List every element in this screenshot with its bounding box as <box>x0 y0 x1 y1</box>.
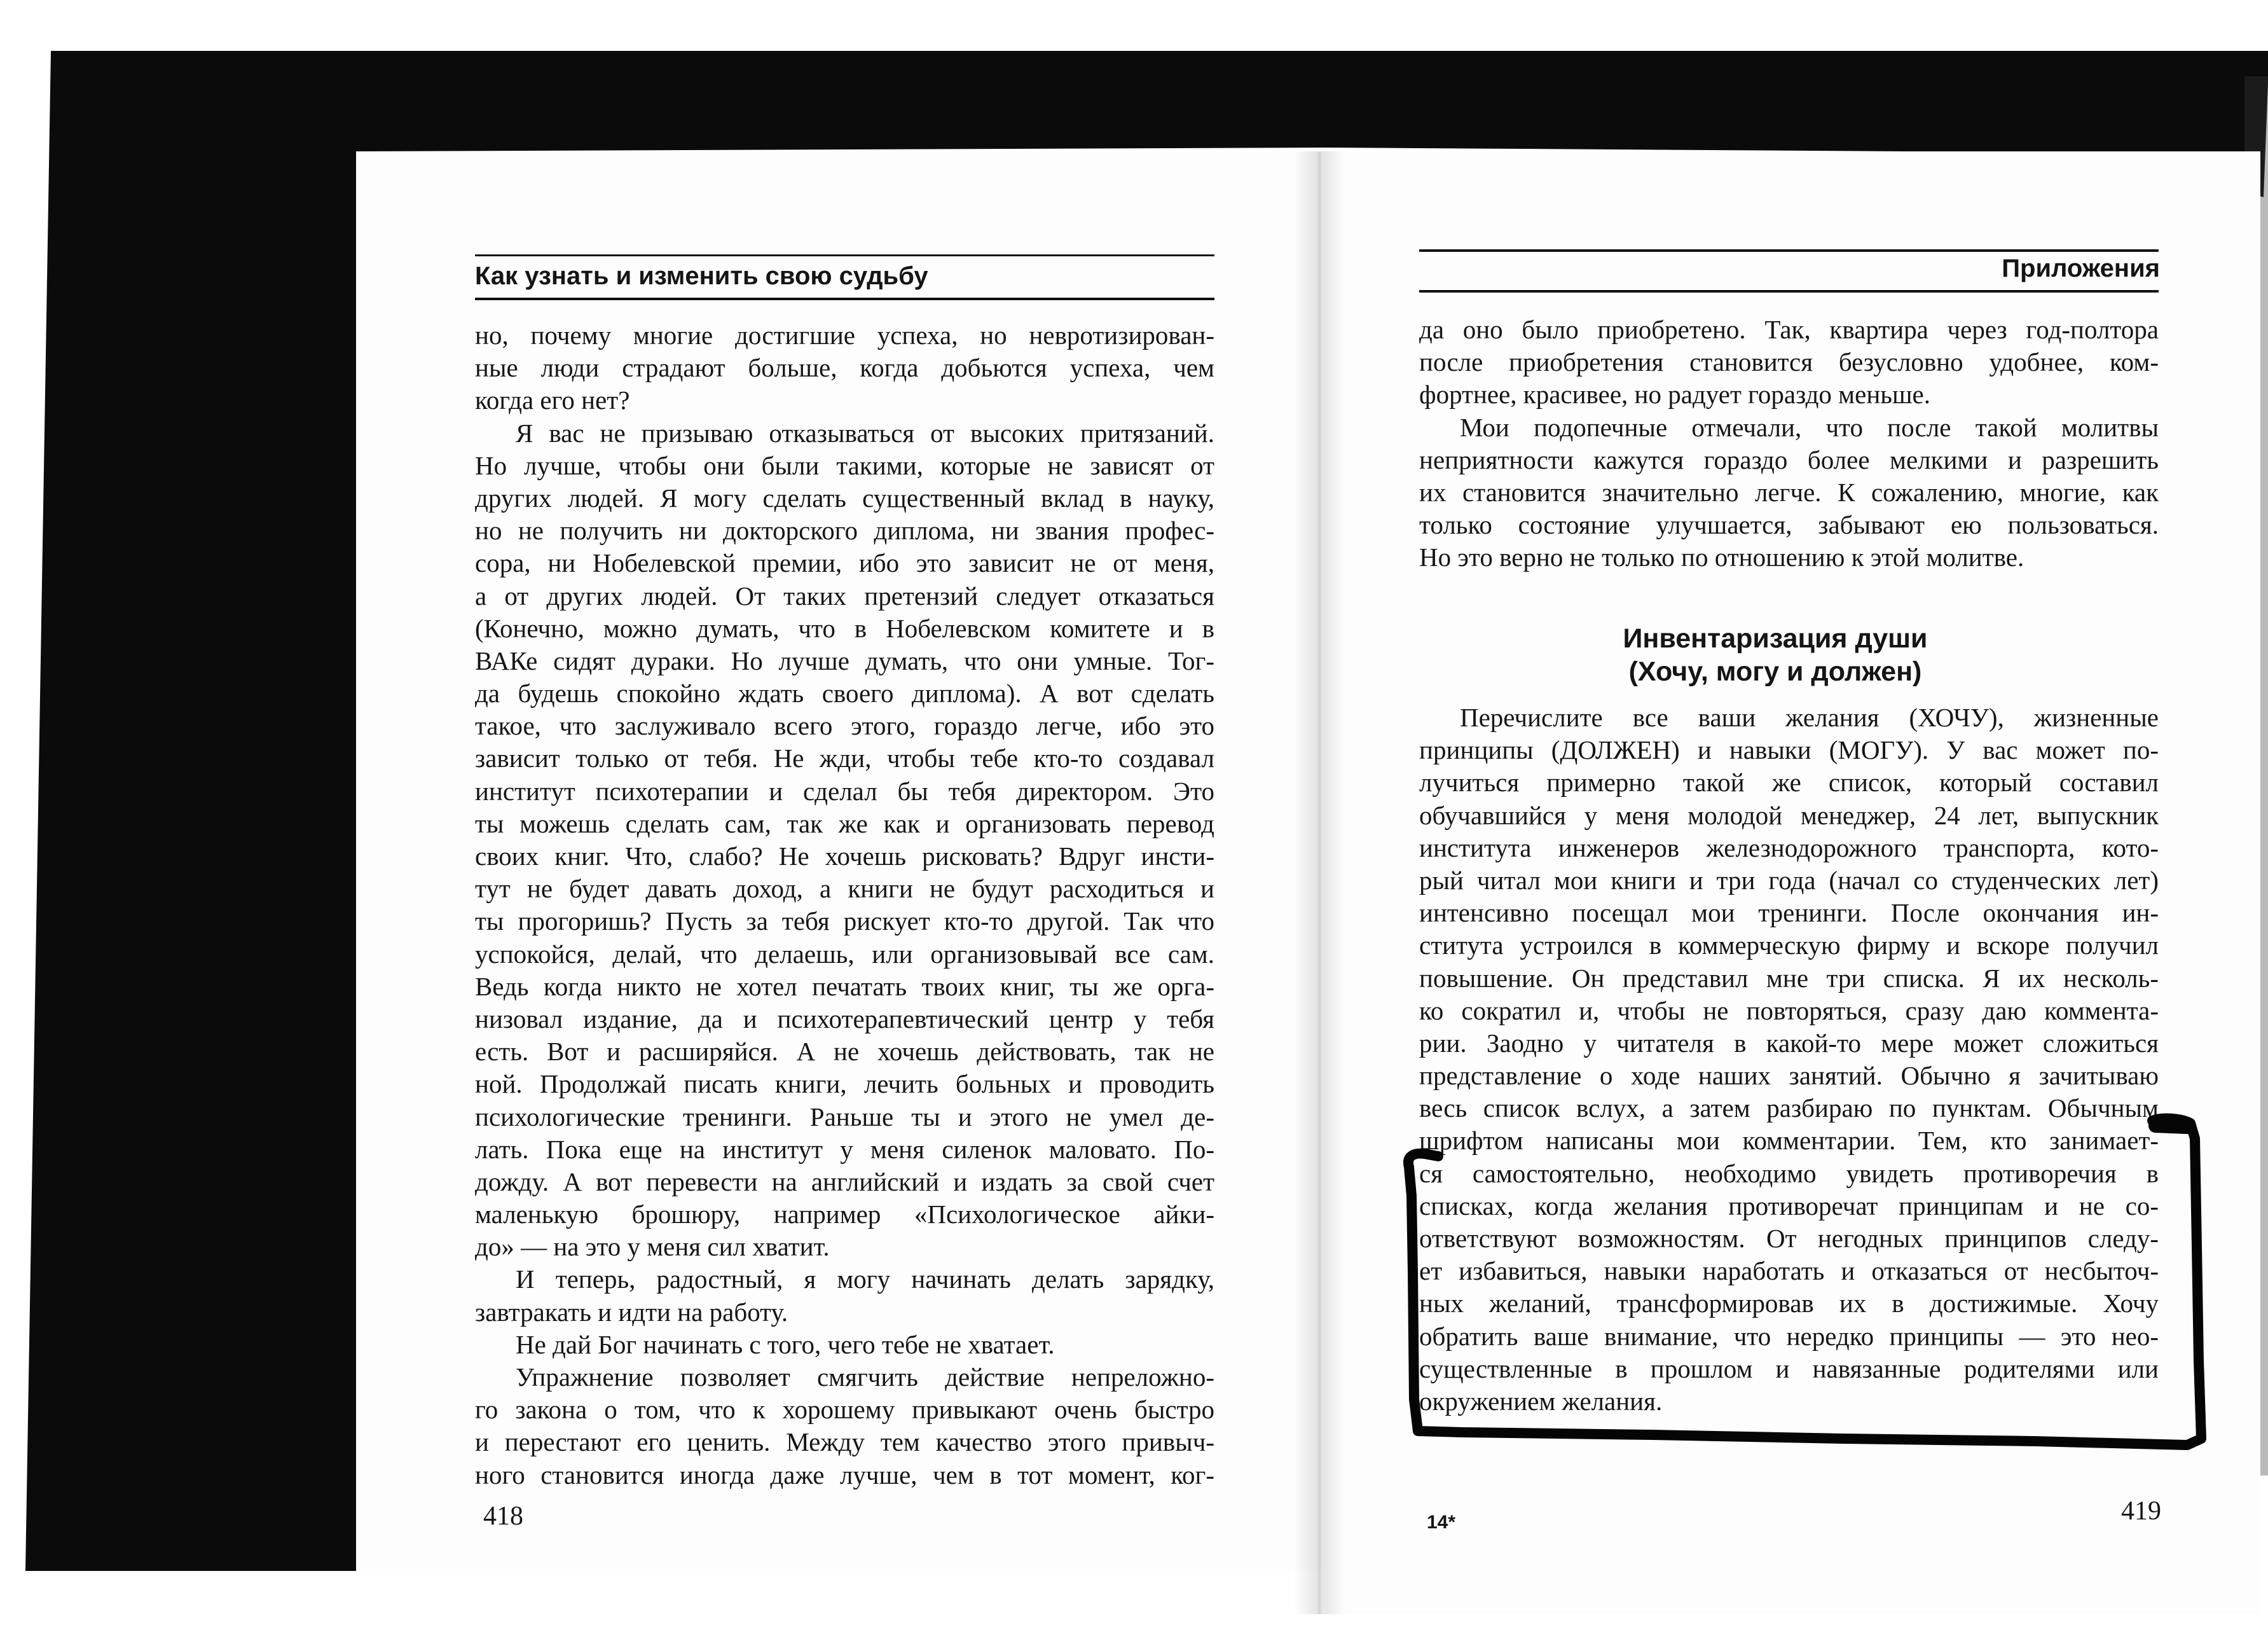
left-page-text-line: ные люди страдают больше, когда добьются успеха, чем <box>475 353 1214 383</box>
left-page-text-line: до» — на это у меня сил хватит. <box>475 1232 830 1262</box>
right-page-text-line: Мои подопечные отмечали, что после такой молитвы <box>1460 412 2159 442</box>
right-running-head: Приложения <box>2002 254 2160 282</box>
left-page-text-line: ной. Продолжай писать книги, лечить больных и проводить <box>475 1069 1214 1099</box>
right-page-text-line: только состояние улучшается, забывают ею пользоваться. <box>1419 510 2159 540</box>
left-page-number: 418 <box>483 1502 523 1531</box>
right-page-text-line: обучавшийся у меня молодой менеджер, 24 лет, выпускник <box>1419 800 2159 830</box>
right-page-text-line: окружением желания. <box>1419 1386 1663 1416</box>
right-page-text-line: обратить ваше внимание, что нередко принципы — это нео- <box>1419 1321 2159 1351</box>
right-page-text-line: да оно было приобретено. Так, квартира через год-полтора <box>1419 315 2159 344</box>
left-page-text-line: своих книг. Что, слабо? Не хочешь рисковать? Вдруг инсти- <box>475 841 1214 871</box>
left-page-text-line: Но лучше, чтобы они были такими, которые не зависят от <box>475 450 1214 480</box>
left-page-body <box>475 319 1214 1491</box>
left-page-text-line: ты прогоришь? Пусть за тебя рискует кто-то другой. Так что <box>475 906 1214 936</box>
right-page-body-bottom <box>1419 702 2159 1418</box>
left-header-rule-thin <box>475 254 1214 256</box>
signature-mark: 14* <box>1427 1512 1456 1533</box>
right-page-text-line: весь список вслух, а затем разбираю по пунктам. Обычным <box>1419 1093 2159 1123</box>
right-page-text-line: ет избавиться, навыки наработать и отказаться от несбыточ- <box>1419 1256 2159 1286</box>
right-page-text-line: неприятности кажутся гораздо более мелкими и разрешить <box>1419 445 2159 474</box>
right-page-text-line: ся самостоятельно, необходимо увидеть противоречия в <box>1419 1158 2159 1188</box>
left-page-text-line: дожду. А вот перевести на английский и издать за свой счет <box>475 1166 1214 1196</box>
left-page-text-line: низовал издание, да и психотерапевтический центр у тебя <box>475 1004 1214 1034</box>
right-page-text-line: списках, когда желания противоречат принципам и не со- <box>1419 1191 2159 1221</box>
left-page-text-line: сора, ни Нобелевской премии, ибо это зависит не от меня, <box>475 548 1214 578</box>
left-page-text-line: И теперь, радостный, я могу начинать делать зарядку, <box>516 1264 1214 1294</box>
left-page-text-line: го закона о том, что к хорошему привыкают очень быстро <box>475 1395 1214 1425</box>
left-page-text-line: есть. Вот и расширяйся. А не хочешь действовать, так не <box>475 1037 1214 1067</box>
left-page-text-line: но, почему многие достигшие успеха, но невротизирован- <box>475 321 1214 350</box>
left-page-text-line: когда его нет? <box>475 385 630 415</box>
right-page-number: 419 <box>2121 1497 2161 1526</box>
right-page-text-line: института инженеров железнодорожного транспорта, кото- <box>1419 833 2159 862</box>
right-page-text-line: после приобретения становится безусловно удобнее, ком- <box>1419 347 2159 377</box>
right-page-text-line: лучиться примерно такой же список, который составил <box>1419 768 2159 798</box>
left-page-text-line: но не получить ни докторского диплома, ни звания профес- <box>475 516 1214 546</box>
right-page-text-line: существленные в прошлом и навязанные родителями или <box>1419 1353 2159 1383</box>
left-page-text-line: лать. Пока еще на институт у меня силенок маловато. По- <box>475 1134 1214 1164</box>
right-page-text-line: ных желаний, трансформировав их в достижимые. Хочу <box>1419 1289 2159 1318</box>
right-page-text-line: принципы (ДОЛЖЕН) и навыки (МОГУ). У вас может по- <box>1419 735 2159 765</box>
right-page-text-line: рии. Заодно у читателя в какой-то мере может сложиться <box>1419 1028 2159 1058</box>
left-page-text-line: и перестают его ценить. Между тем качество этого привыч- <box>475 1427 1214 1457</box>
left-page-text-line: институт психотерапии и сделал бы тебя директором. Это <box>475 776 1214 806</box>
section-title-line-1: Инвентаризация души <box>1623 623 1928 654</box>
right-page-text-line: фортнее, красивее, но радует гораздо меньше. <box>1419 380 1930 410</box>
left-page-text-line: тут не будет давать доход, а книги не будут расходиться и <box>475 874 1214 904</box>
left-page-text-line: других людей. Я могу сделать существенный вклад в науку, <box>475 483 1214 513</box>
left-page-text-line: да будешь спокойно ждать своего диплома). А вот сделать <box>475 679 1214 709</box>
right-page-text-line: ко сократил и, чтобы не повторяться, сразу даю коммента- <box>1419 995 2159 1025</box>
right-page-text-line: рый читал мои книги и три года (начал со студенческих лет) <box>1419 865 2159 895</box>
left-page-text-line: Ведь когда никто не хотел печатать твоих книг, ты же орга- <box>475 971 1214 1001</box>
right-page-text-line: Перечислите все ваши желания (ХОЧУ), жизненные <box>1460 703 2159 732</box>
right-header-rule-thin <box>1419 249 2159 252</box>
right-header-rule-thick <box>1419 290 2159 293</box>
left-page-text-line: Упражнение позволяет смягчить действие непреложно- <box>516 1362 1214 1392</box>
right-page-text-line: ститута устроился в коммерческую фирму и вскоре получил <box>1419 930 2159 960</box>
left-running-head: Как узнать и изменить свою судьбу <box>475 262 928 290</box>
left-page-text-line: ВАКе сидят дураки. Но лучше думать, что они умные. Тог- <box>475 646 1214 675</box>
right-page-text-line: Но это верно не только по отношению к этой молитве. <box>1419 543 2024 572</box>
left-page-text-line: ного становится иногда даже лучше, чем в тот момент, ког- <box>475 1460 1214 1490</box>
section-title-line-2: (Хочу, могу и должен) <box>1628 656 1922 687</box>
right-page-text-line: их становится значительно легче. К сожалению, многие, как <box>1419 477 2159 507</box>
section-title <box>1419 622 2131 688</box>
left-header-rule-thick <box>475 298 1214 300</box>
left-page-text-line: Я вас не призываю отказываться от высоких притязаний. <box>516 418 1214 448</box>
right-page-text-line: повышение. Он представил мне три списка. Я их несколь- <box>1419 963 2159 993</box>
left-page-text-line: Не дай Бог начинать с того, чего тебе не хватает. <box>516 1329 1055 1359</box>
left-page-text-line: ты можешь сделать сам, так же как и организовать перевод <box>475 808 1214 838</box>
left-page-text-line: зависит только от тебя. Не жди, чтобы тебе кто-то создавал <box>475 743 1214 773</box>
left-page-text-line: (Конечно, можно думать, что в Нобелевском комитете и в <box>475 613 1214 643</box>
left-page-text-line: такое, что заслуживало всего этого, гораздо легче, ибо это <box>475 711 1214 741</box>
right-page-text-line: интенсивно посещал мои тренинги. После окончания ин- <box>1419 898 2159 928</box>
right-page-body-top <box>1419 314 2159 574</box>
right-page-text-line: ответствуют возможностям. От негодных принципов следу- <box>1419 1224 2159 1253</box>
book-spine <box>1294 151 1345 1614</box>
right-page-text-line: шрифтом написаны мои комментарии. Тем, кто занимает- <box>1419 1126 2159 1156</box>
left-page-text-line: маленькую брошюру, например «Психологическое айки- <box>475 1200 1214 1229</box>
left-page-text-line: психологические тренинги. Раньше ты и этого не умел де- <box>475 1102 1214 1131</box>
left-page-text-line: завтракать и идти на работу. <box>475 1297 788 1327</box>
left-page-text-line: успокойся, делай, что делаешь, или организовывай все сам. <box>475 939 1214 969</box>
right-page-text-line: представление о ходе наших занятий. Обычно я зачитываю <box>1419 1061 2159 1091</box>
left-page-text-line: а от других людей. От таких претензий следует отказаться <box>475 581 1214 611</box>
